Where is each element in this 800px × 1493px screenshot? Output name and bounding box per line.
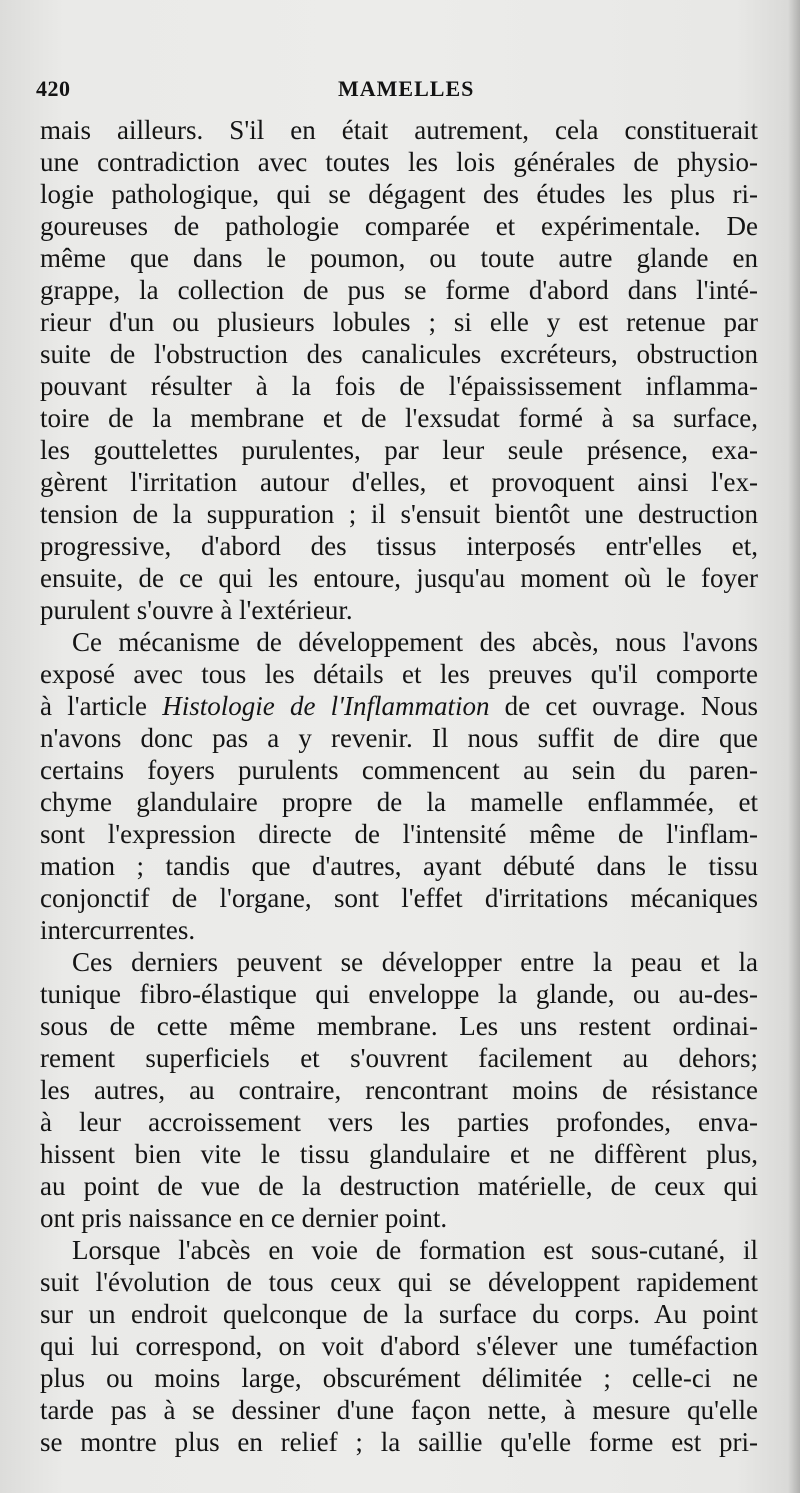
text-line: grappe, la collection de pus se forme d'abord dans l'inté-	[40, 275, 758, 305]
page-number: 420	[36, 76, 71, 101]
text-line: tension de la suppuration ; il s'ensuit bientôt une destruction	[40, 499, 758, 529]
text-line: suite de l'obstruction des canalicules excréteurs, obstruction	[40, 339, 758, 369]
italic-title: Histologie de l'Inflammation	[162, 691, 490, 721]
text-line: rieur d'un ou plusieurs lobules ; si elle y est retenue par	[40, 307, 758, 337]
body-text	[40, 114, 758, 1458]
text-line: même que dans le poumon, ou toute autre glande en	[40, 243, 758, 273]
text-line: certains foyers purulents commencent au sein du paren-	[40, 755, 758, 785]
text-line: les gouttelettes purulentes, par leur seule présence, exa-	[40, 435, 758, 465]
text-line: suit l'évolution de tous ceux qui se développent rapidement	[40, 1267, 758, 1297]
text-line: se montre plus en relief ; la saillie qu'elle forme est pri-	[40, 1427, 758, 1457]
text-line: mais ailleurs. S'il en était autrement, cela constituerait	[40, 115, 758, 145]
paragraph	[40, 114, 758, 626]
paragraph	[40, 626, 758, 946]
running-title: MAMELLES	[338, 76, 475, 101]
text-line: sur un endroit quelconque de la surface du corps. Au point	[40, 1299, 758, 1329]
text-line: logie pathologique, qui se dégagent des études les plus ri-	[40, 179, 758, 209]
text-line: plus ou moins large, obscurément délimitée ; celle-ci ne	[40, 1363, 758, 1393]
text-line: goureuses de pathologie comparée et expérimentale. De	[40, 211, 758, 241]
text-line: une contradiction avec toutes les lois générales de physio-	[40, 147, 758, 177]
text-line: conjonctif de l'organe, sont l'effet d'irritations mécaniques	[40, 883, 758, 913]
text-line: intercurrentes.	[40, 915, 196, 945]
text-line: au point de vue de la destruction matérielle, de ceux qui	[40, 1171, 758, 1201]
text-line: gèrent l'irritation autour d'elles, et provoquent ainsi l'ex-	[40, 467, 758, 497]
text-line: chyme glandulaire propre de la mamelle enflammée, et	[40, 787, 758, 817]
text-line: Lorsque l'abcès en voie de formation est sous-cutané, il	[72, 1235, 758, 1265]
text-line: qui lui correspond, on voit d'abord s'élever une tuméfaction	[40, 1331, 758, 1361]
text-line: n'avons donc pas a y revenir. Il nous suffit de dire que	[40, 723, 758, 753]
text-line: ont pris naissance en ce dernier point.	[40, 1203, 448, 1233]
text-line: tunique fibro-élastique qui enveloppe la glande, ou au-des-	[40, 979, 758, 1009]
text-line: les autres, au contraire, rencontrant moins de résistance	[40, 1075, 758, 1105]
text-line: rement superficiels et s'ouvrent facilement au dehors;	[40, 1043, 758, 1073]
text-line: exposé avec tous les détails et les preuves qu'il comporte	[40, 659, 758, 689]
page-edge-shadow	[788, 0, 800, 1493]
text-line: tarde pas à se dessiner d'une façon nette, à mesure qu'elle	[40, 1395, 758, 1425]
text-line: toire de la membrane et de l'exsudat formé à sa surface,	[40, 403, 758, 433]
text-line: sont l'expression directe de l'intensité même de l'inflam-	[40, 819, 758, 849]
text-line: sous de cette même membrane. Les uns restent ordinai-	[40, 1011, 758, 1041]
text-line: purulent s'ouvre à l'extérieur.	[40, 595, 353, 625]
text-line: Ce mécanisme de développement des abcès, nous l'avons	[72, 627, 758, 657]
text-line: pouvant résulter à la fois de l'épaississement inflamma-	[40, 371, 758, 401]
page-header	[36, 76, 760, 104]
paragraph	[40, 946, 758, 1234]
text-line: hissent bien vite le tissu glandulaire et ne diffèrent plus,	[40, 1139, 758, 1169]
text-line: Ces derniers peuvent se développer entre la peau et la	[72, 947, 758, 977]
text-line: mation ; tandis que d'autres, ayant débuté dans le tissu	[40, 851, 758, 881]
text-line: à leur accroissement vers les parties profondes, enva-	[40, 1107, 758, 1137]
text-line: progressive, d'abord des tissus interposés entr'elles et,	[40, 531, 758, 561]
text-line: à l'article Histologie de l'Inflammation de cet ouvrage. Nous	[40, 691, 758, 721]
text-line: ensuite, de ce qui les entoure, jusqu'au moment où le foyer	[40, 563, 758, 593]
paragraph	[40, 1234, 758, 1458]
